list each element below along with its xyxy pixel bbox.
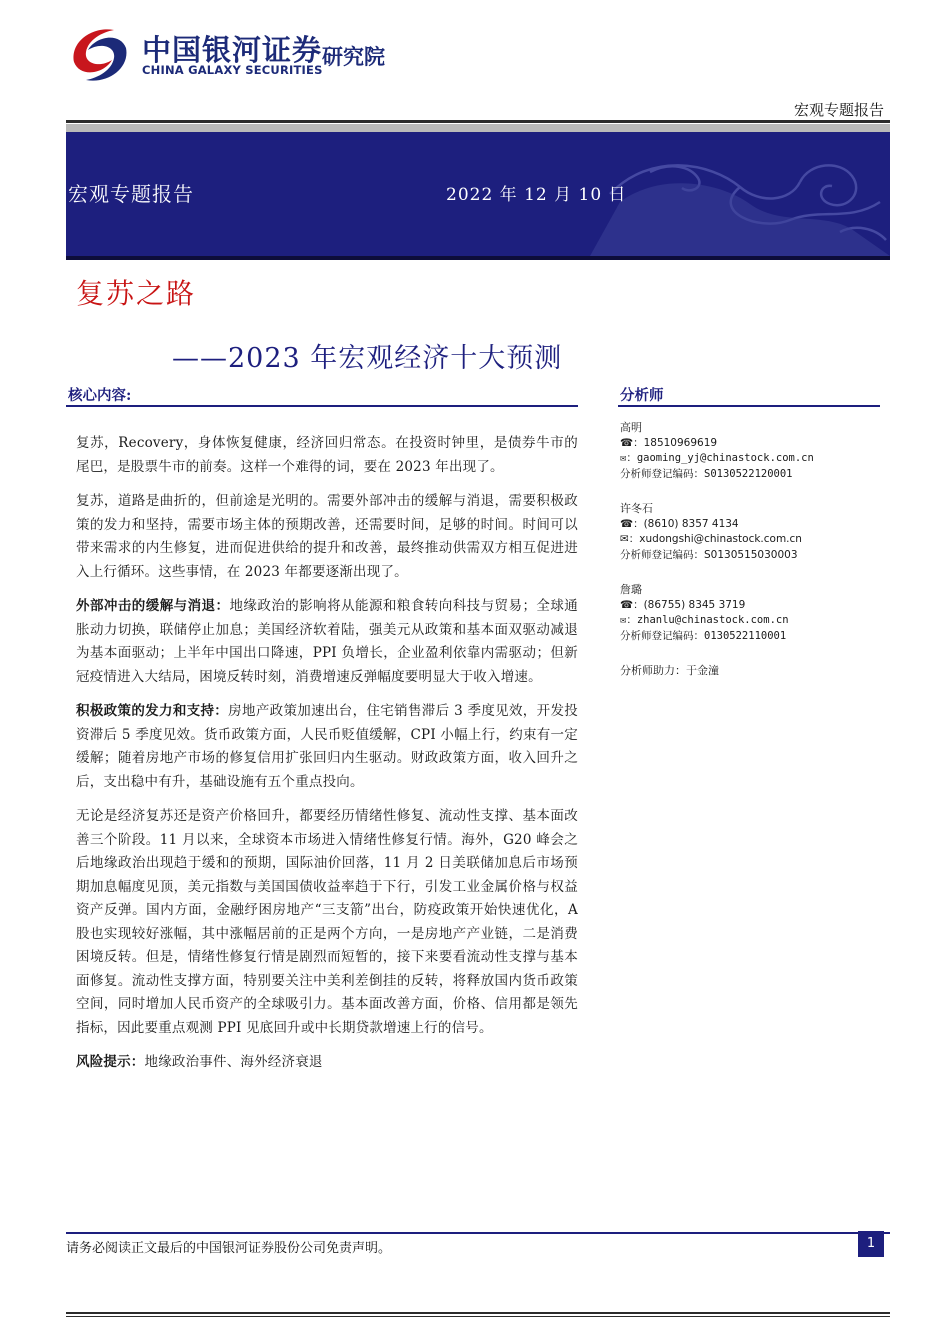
analyst-card [620, 582, 890, 644]
analyst-registration: 分析师登记编码：S0130522120001 [620, 467, 793, 480]
analyst-phone: ☎：(8610) 8357 4134 [620, 517, 739, 530]
analyst-name: 许冬石 [620, 502, 653, 515]
analyst-email[interactable]: ✉：xudongshi@chinastock.com.cn [620, 533, 802, 545]
paragraph: 复苏，道路是曲折的，但前途是光明的。需要外部冲击的缓解与消退，需要积极政策的发力和坚持，需要市场主体的预期改善，还需要时间，足够的时间。时间可以带来需求的内生修复，进而促进供给的提升和改善，最终推动供需双方相互促进进入上行循环。这些事情，在 2023 年都要逐渐出现了。 [76, 493, 578, 580]
analyst-phone: ☎：(86755) 8345 3719 [620, 598, 746, 611]
paragraph: 积极政策的发力和支持：房地产政策加速出台，住宅销售滞后 3 季度见效，开发投资滞后 5 季度见效。货币政策方面，人民币贬值缓解，CPI 小幅上行，约束有一定缓解；随着房地产市场的修复信用扩张回归内生驱动。财政政策方面，收入回升之后，支出稳中有升，基础设施有五个重点投向。 [76, 703, 579, 790]
logo-name-en: CHINA GALAXY SECURITIES [142, 63, 323, 77]
analyst-phone: ☎：18510969619 [620, 436, 718, 449]
core-content-rule [66, 405, 578, 407]
analyst-assistant: 分析师助力：于金潼 [620, 664, 719, 677]
page-number: 1 [858, 1231, 884, 1257]
header-rule-grey [66, 124, 890, 132]
report-type-tag: 宏观专题报告 [793, 101, 884, 119]
paragraph: 无论是经济复苏还是资产价格回升，都要经历情绪性修复、流动性支撑、基本面改善三个阶段。11 月以来，全球资本市场进入情绪性修复行情。海外，G20 峰会之后地缘政治出现趋于缓和的预期，国际油价回落，11 月 2 日美联储加息后市场预期加息幅度见顶，美元指数与美国国债收益率趋于下行，引发工业金属价格与权益资产反弹。国内方面，金融纾困房地产“三支箭”出台，防疫政策开始快速优化，A 股也实现较好涨幅，其中涨幅居前的正是两个方向，一是房地产产业链，二是消费困境反转。但是，情绪性修复行情是剧烈而短暂的，接下来要看流动性支撑与基本面修复。流动性支撑方面，特别要关注中美利差倒挂的反转，将释放国内货币政策空间，同时增加人民币资产的全球吸引力。基本面改善方面，价格、信用都是领先指标，因此要重点观测 PPI 见底回升或中长期贷款增速上行的信号。 [76, 808, 578, 1036]
core-content-label: 核心内容: [68, 387, 132, 404]
paragraph: 复苏，Recovery，身体恢复健康，经济回归常态。在投资时钟里，是债券牛市的尾巴，是股票牛市的前奏。这样一个难得的词，要在 2023 年出现了。 [76, 435, 578, 475]
report-title: 复苏之路 [76, 277, 197, 310]
analyst-email[interactable]: ✉：zhanlu@chinastock.com.cn [620, 614, 789, 626]
header-banner [66, 132, 890, 256]
analyst-email[interactable]: ✉：gaoming_yj@chinastock.com.cn [620, 452, 814, 464]
logo-institute: 研究院 [322, 45, 385, 69]
report-subtitle: ——2023 年宏观经济十大预测 [172, 343, 563, 374]
report-date: 2022 年 12 月 10 日 [446, 185, 627, 205]
analyst-panel [620, 420, 890, 679]
analyst-label: 分析师 [620, 387, 664, 404]
analyst-registration: 分析师登记编码：S0130515030003 [620, 548, 798, 561]
banner-bottom-rule [66, 256, 890, 260]
core-content [76, 432, 578, 1086]
cloud-pattern-icon [590, 132, 890, 256]
banner-title: 宏观专题报告 [68, 182, 194, 206]
analyst-name: 詹璐 [620, 583, 642, 596]
analyst-name: 高明 [620, 421, 642, 434]
logo-name-cn: 中国银河证券 [142, 33, 323, 67]
paragraph: 外部冲击的缓解与消退：地缘政治的影响将从能源和粮食转向科技与贸易；全球通胀动力切换，联储停止加息；美国经济软着陆，强美元从政策和基本面双驱动减退为基本面驱动；上半年中国出口降速，PPI 负增长，企业盈利依靠内需驱动；但新冠疫情进入大结局，困境反转时刻，消费增速反弹幅度要明显大于收入增速。 [76, 598, 579, 685]
footer-disclaimer: 请务必阅读正文最后的中国银河证券股份公司免责声明。 [66, 1241, 392, 1256]
company-logo [64, 22, 414, 90]
footer-rule [66, 1232, 890, 1234]
bottom-rule-thin [66, 1316, 890, 1317]
analyst-rule [618, 405, 880, 407]
analyst-registration: 分析师登记编码：0130522110001 [620, 629, 787, 642]
header-rule [66, 120, 890, 123]
risk-warning: 风险提示：地缘政治事件、海外经济衰退 [76, 1054, 323, 1070]
analyst-card [620, 501, 890, 563]
galaxy-swirl-icon [64, 22, 138, 88]
analyst-card [620, 420, 890, 482]
bottom-rule [66, 1312, 890, 1314]
